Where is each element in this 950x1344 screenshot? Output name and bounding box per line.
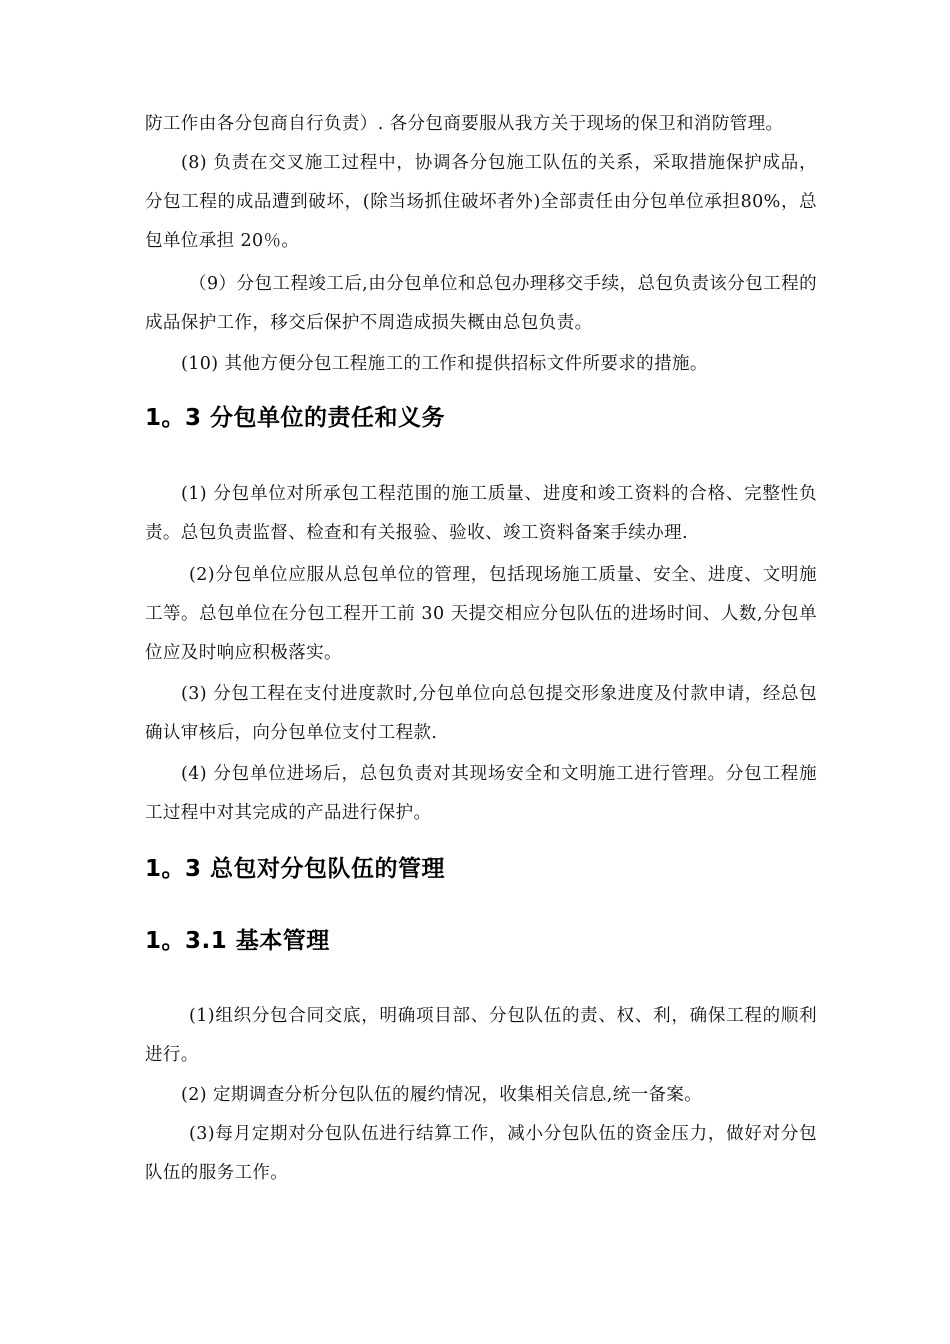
paragraph-item-8: (8) 负责在交叉施工过程中，协调各分包施工队伍的关系，采取措施保护成品，分包工程的成品遭到破坏，(除当场抓住破坏者外)全部责任由分包单位承担80%，总包单位承担 20％。: [145, 153, 817, 251]
paragraph-fire-management: 防工作由各分包商自行负责）. 各分包商要服从我方关于现场的保卫和消防管理。: [145, 114, 784, 134]
paragraph-duty-3: (3) 分包工程在支付进度款时,分包单位向总包提交形象进度及付款申请，经总包确认审核后，向分包单位支付工程款.: [145, 684, 817, 743]
paragraph-item-9: （9）分包工程竣工后,由分包单位和总包办理移交手续，总包负责该分包工程的成品保护工作，移交后保护不周造成损失概由总包负责。: [145, 274, 817, 333]
paragraph-management-1: (1)组织分包合同交底，明确项目部、分包队伍的责、权、利，确保工程的顺利进行。: [145, 1006, 817, 1065]
paragraph-item-10: (10) 其他方便分包工程施工的工作和提供招标文件所要求的措施。: [181, 354, 708, 374]
section-heading-subcontractor-duties: 1。3 分包单位的责任和义务: [145, 405, 446, 431]
paragraph-duty-1: (1) 分包单位对所承包工程范围的施工质量、进度和竣工资料的合格、完整性负责。总包负责监督、检查和有关报验、验收、竣工资料备案手续办理.: [145, 484, 817, 543]
section-heading-general-contractor-management: 1。3 总包对分包队伍的管理: [145, 856, 446, 882]
paragraph-duty-2: (2)分包单位应服从总包单位的管理，包括现场施工质量、安全、进度、文明施工等。总包单位在分包工程开工前 30 天提交相应分包队伍的进场时间、人数,分包单位应及时响应积极落实。: [145, 565, 817, 663]
paragraph-management-2: (2) 定期调查分析分包队伍的履约情况，收集相关信息,统一备案。: [181, 1085, 703, 1105]
paragraph-management-3: (3)每月定期对分包队伍进行结算工作，减小分包队伍的资金压力，做好对分包队伍的服务工作。: [145, 1124, 817, 1183]
subsection-heading-basic-management: 1。3.1 基本管理: [145, 928, 330, 954]
paragraph-duty-4: (4) 分包单位进场后，总包负责对其现场安全和文明施工进行管理。分包工程施工过程中对其完成的产品进行保护。: [145, 764, 817, 823]
